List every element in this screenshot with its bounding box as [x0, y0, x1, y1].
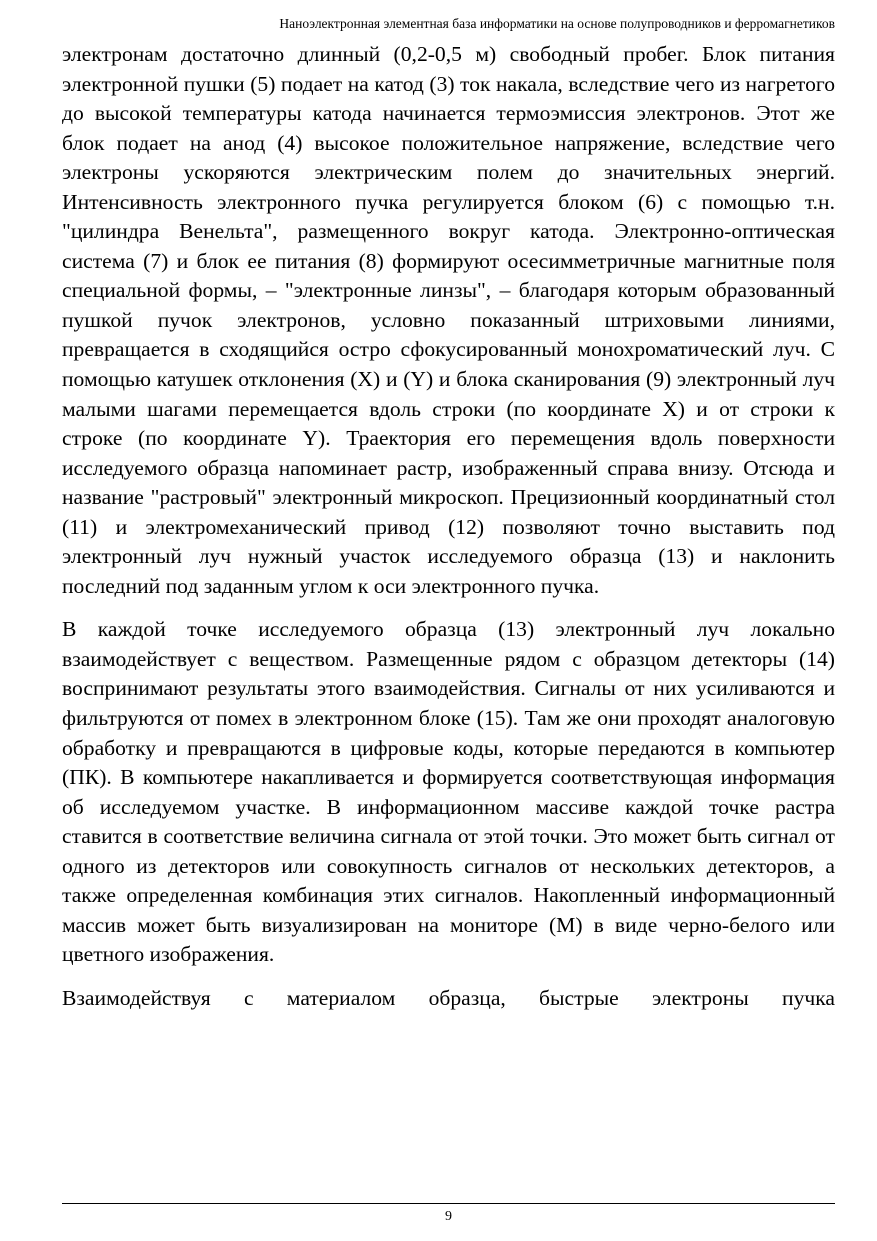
body-text [62, 40, 835, 1014]
paragraph: электронам достаточно длинный (0,2-0,5 м) свободный пробег. Блок питания электронной пушки (5) подает на катод (3) ток накала, вследствие чего из нагретого до высокой температуры катода начинается термоэмиссия электронов. Этот же блок подает на анод (4) высокое положительное напряжение, вследствие чего электроны ускоряются электрическим полем до значительных энергий. Интенсивность электронного пучка регулируется блоком (6) с помощью т.н. "цилиндра Венельта", размещенного вокруг катода. Электронно-оптическая система (7) и блок ее питания (8) формируют осесимметричные магнитные поля специальной формы, – "электронные линзы", – благодаря которым образованный пушкой пучок электронов, условно показанный штриховыми линиями, превращается в сходящийся остро сфокусированный монохроматический луч. С помощью катушек отклонения (X) и (Y) и блока сканирования (9) электронный луч малыми шагами перемещается вдоль строки (по координате X) и от строки к строке (по координате Y). Траектория его перемещения вдоль поверхности исследуемого образца напоминает растр, изображенный справа внизу. Отсюда и название "растровый" электронный микроскоп. Прецизионный координатный стол (11) и электромеханический привод (12) позволяют точно выставить под электронный луч нужный участок исследуемого образца (13) и наклонить последний под заданным углом к оси электронного пучка. [62, 42, 835, 598]
running-header: Наноэлектронная элементная база информатики на основе полупроводников и ферромагнетиков [279, 16, 835, 31]
page-number: 9 [445, 1209, 452, 1224]
footer-rule [62, 1203, 835, 1204]
paragraph: В каждой точке исследуемого образца (13) электронный луч локально взаимодействует с веществом. Размещенные рядом с образцом детекторы (14) воспринимают результаты этого взаимодействия. Сигналы от них усиливаются и фильтруются от помех в электронном блоке (15). Там же они проходят аналоговую обработку и превращаются в цифровые коды, которые передаются в компьютер (ПК). В компьютере накапливается и формируется соответствующая информация об исследуемом участке. В информационном массиве каждой точке растра ставится в соответствие величина сигнала от этой точки. Это может быть сигнал от одного из детекторов или совокупность сигналов от нескольких детекторов, а также определенная комбинация этих сигналов. Накопленный информационный массив может быть визуализирован на мониторе (М) в виде черно-белого или цветного изображения. [62, 617, 835, 967]
paragraph: Взаимодействуя с материалом образца, быстрые электроны пучка [62, 985, 835, 1010]
